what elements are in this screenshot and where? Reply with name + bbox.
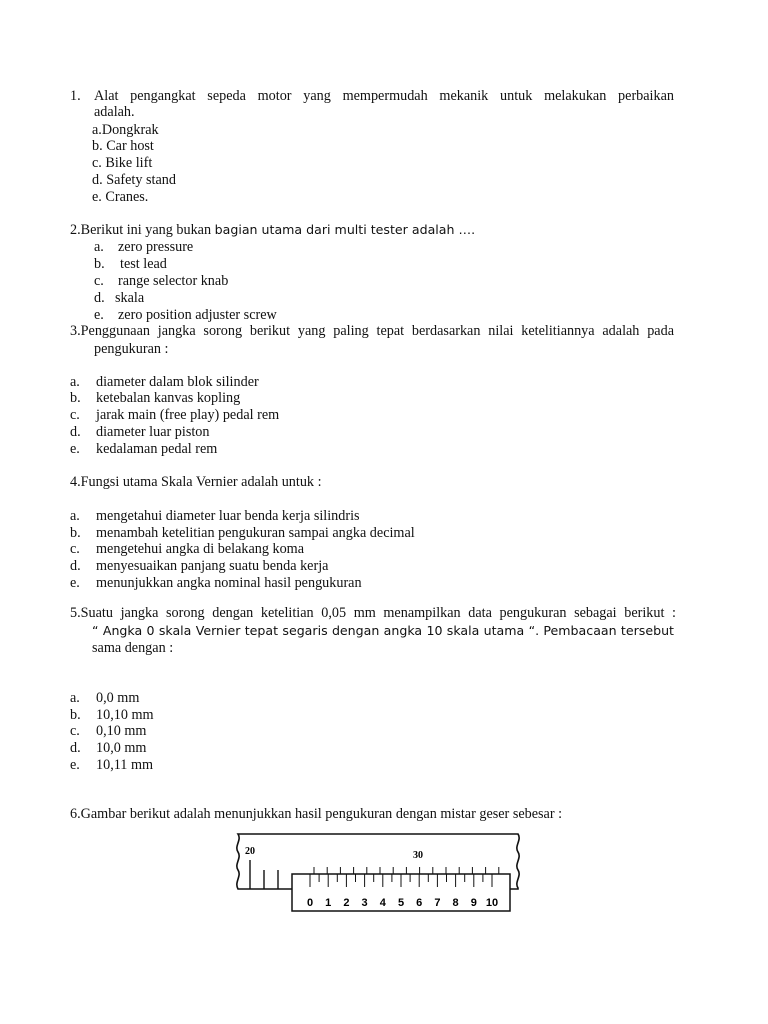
q2-option-e-text: zero position adjuster screw xyxy=(118,307,277,323)
q4-option-e: e. xyxy=(70,575,80,591)
q2-option-a: a. xyxy=(94,239,104,255)
q5-text-line2: “ Angka 0 skala Vernier tepat segaris dengan angka 10 skala utama “. Pembacaan tersebut xyxy=(92,623,674,638)
vernier-label: 9 xyxy=(470,897,477,909)
q1-option-b: b. Car host xyxy=(92,138,154,154)
vernier-label: 5 xyxy=(397,897,405,909)
q3-option-e: e. xyxy=(70,441,80,457)
q2-option-a-text: zero pressure xyxy=(118,239,194,255)
vernier-label: 1 xyxy=(325,897,332,909)
q2-option-b: b. xyxy=(94,256,105,272)
q2-option-c-text: range selector knab xyxy=(118,273,229,289)
q3-option-a: a. xyxy=(70,374,80,390)
q4-option-c: c. xyxy=(70,541,80,557)
q5-option-e: e. xyxy=(70,757,80,773)
q4-option-b: b. xyxy=(70,525,81,541)
main-label-30: 30 xyxy=(413,850,423,861)
q4-option-d-text: menyesuaikan panjang suatu benda kerja xyxy=(96,558,329,574)
vernier-label: 10 xyxy=(485,897,499,909)
q4-option-a: a. xyxy=(70,508,80,524)
q3-text-line2: pengukuran : xyxy=(94,341,169,357)
q1-option-d: d. Safety stand xyxy=(92,172,176,188)
q5-option-c-text: 0,10 mm xyxy=(96,723,147,739)
q1-text-line2: adalah. xyxy=(94,104,135,120)
q5-option-b-text: 10,10 mm xyxy=(96,707,154,723)
q5-option-d-text: 10,0 mm xyxy=(96,740,147,756)
q2-text xyxy=(70,222,475,238)
q2-text-part1: 2.Berikut ini yang bukan xyxy=(70,222,215,238)
vernier-label: 6 xyxy=(416,897,423,909)
q4-option-b-text: menambah ketelitian pengukuran sampai angka decimal xyxy=(96,525,415,541)
vernier-caliper-figure xyxy=(228,830,528,914)
q4-text: 4.Fungsi utama Skala Vernier adalah untuk : xyxy=(70,474,322,490)
q3-option-e-text: kedalaman pedal rem xyxy=(96,441,218,457)
q4-option-c-text: mengetehui angka di belakang koma xyxy=(96,541,305,557)
vernier-label: 7 xyxy=(434,897,441,909)
q4-option-a-text: mengetahui diameter luar benda kerja silindris xyxy=(96,508,360,524)
q3-option-d: d. xyxy=(70,424,81,440)
q2-option-e: e. xyxy=(94,307,104,323)
q2-option-d-text: skala xyxy=(115,290,145,306)
q1-text-line1: Alat pengangkat sepeda motor yang mempermudah mekanik untuk melakukan perbaikan xyxy=(94,88,674,104)
main-label-20: 20 xyxy=(245,846,255,857)
q2-option-b-text: test lead xyxy=(120,256,167,272)
q3-option-a-text: diameter dalam blok silinder xyxy=(96,374,259,390)
q3-option-b-text: ketebalan kanvas kopling xyxy=(96,390,241,406)
q5-text-line3: sama dengan : xyxy=(92,640,174,656)
q1-number: 1. xyxy=(70,88,81,104)
q5-text-line1: 5.Suatu jangka sorong dengan ketelitian 0,05 mm menampilkan data pengukuran sebagai berikut : xyxy=(70,605,676,621)
q5-option-e-text: 10,11 mm xyxy=(96,757,154,773)
q3-option-b: b. xyxy=(70,390,81,406)
q5-option-a: a. xyxy=(70,690,80,706)
q1-option-c: c. Bike lift xyxy=(92,155,153,171)
q2-option-c: c. xyxy=(94,273,104,289)
vernier-label: 4 xyxy=(379,897,386,909)
q3-text-line1: 3.Penggunaan jangka sorong berikut yang paling tepat berdasarkan nilai ketelitiannya adalah pada xyxy=(70,323,674,339)
q5-option-b: b. xyxy=(70,707,81,723)
q2-option-d: d. xyxy=(94,290,105,306)
q1-option-e: e. Cranes. xyxy=(92,189,149,205)
q3-option-d-text: diameter luar piston xyxy=(96,424,210,440)
q1-option-a: a.Dongkrak xyxy=(92,122,159,138)
q3-option-c-text: jarak main (free play) pedal rem xyxy=(96,407,280,423)
vernier-label: 3 xyxy=(361,897,368,909)
q5-option-a-text: 0,0 mm xyxy=(96,690,140,706)
vernier-label: 0 xyxy=(306,897,314,909)
q4-option-e-text: menunjukkan angka nominal hasil pengukuran xyxy=(96,575,362,591)
q5-option-c: c. xyxy=(70,723,80,739)
q4-option-d: d. xyxy=(70,558,81,574)
q2-text-part2: bagian utama dari multi tester adalah …. xyxy=(214,222,476,237)
q5-option-d: d. xyxy=(70,740,81,756)
q6-text: 6.Gambar berikut adalah menunjukkan hasil pengukuran dengan mistar geser sebesar : xyxy=(70,806,563,822)
vernier-label: 8 xyxy=(452,897,459,909)
vernier-label: 2 xyxy=(343,897,350,909)
q3-option-c: c. xyxy=(70,407,80,423)
